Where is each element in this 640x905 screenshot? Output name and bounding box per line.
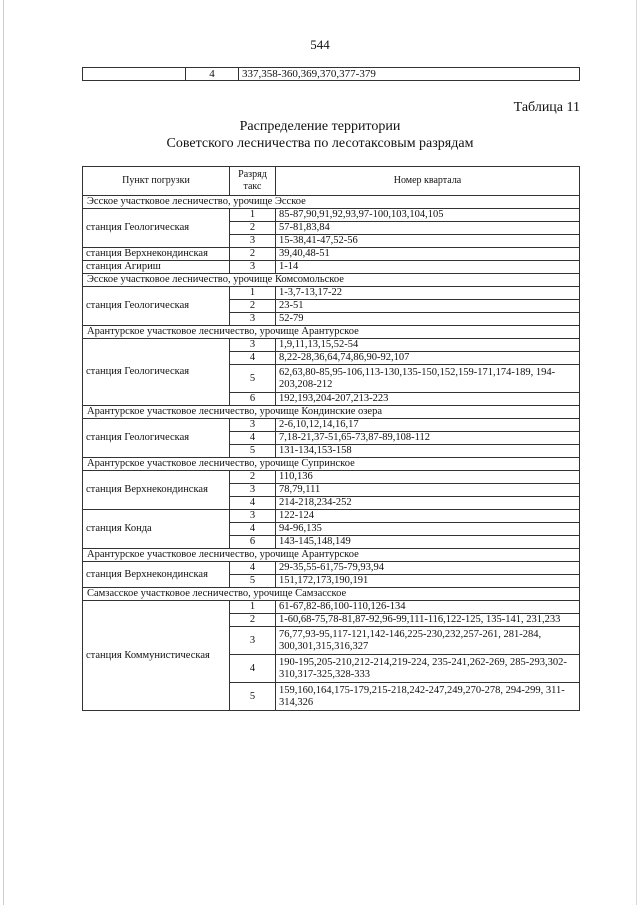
table-row bbox=[83, 287, 580, 300]
continuation-table bbox=[82, 67, 580, 81]
table-row bbox=[83, 209, 580, 222]
loading-point-cell: станция Агириш bbox=[83, 261, 230, 274]
section-row bbox=[83, 326, 580, 339]
quarters-cell: 8,22-28,36,64,74,86,90-92,107 bbox=[276, 352, 580, 365]
loading-point-cell: станция Верхнекондинская bbox=[83, 562, 230, 588]
quarters-cell: 143-145,148,149 bbox=[276, 536, 580, 549]
loading-point-cell: станция Коммунистическая bbox=[83, 601, 230, 711]
quarters-cell: 39,40,48-51 bbox=[276, 248, 580, 261]
quarters-cell: 7,18-21,37-51,65-73,87-89,108-112 bbox=[276, 432, 580, 445]
title-line: Распределение территории bbox=[239, 119, 401, 134]
quarters-cell: 57-81,83,84 bbox=[276, 222, 580, 235]
table-row bbox=[83, 510, 580, 523]
category-cell: 1 bbox=[230, 601, 276, 614]
quarters-cell: 23-51 bbox=[276, 300, 580, 313]
category-cell: 2 bbox=[230, 222, 276, 235]
title-line: Советского лесничества по лесотаксовым разрядам bbox=[166, 136, 474, 151]
category-cell: 4 bbox=[230, 562, 276, 575]
quarters-cell: 214-218,234-252 bbox=[276, 497, 580, 510]
quarters-cell: 337,358-360,369,370,377-379 bbox=[239, 68, 580, 81]
section-title: Арантурское участковое лесничество, урочище Супринское bbox=[83, 458, 580, 471]
category-cell: 2 bbox=[230, 471, 276, 484]
section-row bbox=[83, 274, 580, 287]
page-number: 544 bbox=[310, 37, 330, 52]
loading-point-cell: станция Геологическая bbox=[83, 419, 230, 458]
section-row bbox=[83, 406, 580, 419]
section-title: Арантурское участковое лесничество, урочище Кондинские озера bbox=[83, 406, 580, 419]
quarters-cell: 76,77,93-95,117-121,142-146,225-230,232,257-261, 281-284, 300,301,315,316,327 bbox=[276, 627, 580, 655]
table-row bbox=[83, 601, 580, 614]
category-cell: 3 bbox=[230, 261, 276, 274]
category-cell: 4 bbox=[230, 523, 276, 536]
section-title: Арантурское участковое лесничество, урочище Арантурское bbox=[83, 326, 580, 339]
quarters-cell: 15-38,41-47,52-56 bbox=[276, 235, 580, 248]
category-cell: 3 bbox=[230, 627, 276, 655]
table-row bbox=[83, 248, 580, 261]
table-label: Таблица 11 bbox=[513, 100, 580, 115]
loading-point-cell: станция Конда bbox=[83, 510, 230, 549]
category-cell: 2 bbox=[230, 300, 276, 313]
table-title bbox=[0, 118, 640, 152]
quarters-cell: 159,160,164,175-179,215-218,242-247,249,270-278, 294-299, 311-314,326 bbox=[276, 683, 580, 711]
category-cell: 5 bbox=[230, 365, 276, 393]
section-title: Самзасское участковое лесничество, урочище Самзасское bbox=[83, 588, 580, 601]
category-cell: 5 bbox=[230, 575, 276, 588]
header-point: Пункт погрузки bbox=[83, 167, 230, 196]
loading-point-cell: станция Геологическая bbox=[83, 209, 230, 248]
quarters-cell: 1-3,7-13,17-22 bbox=[276, 287, 580, 300]
quarters-cell: 78,79,111 bbox=[276, 484, 580, 497]
loading-point-cell: станция Верхнекондинская bbox=[83, 248, 230, 261]
table-row bbox=[83, 68, 580, 81]
section-row bbox=[83, 196, 580, 209]
category-cell: 1 bbox=[230, 287, 276, 300]
table-row bbox=[83, 339, 580, 352]
header-row bbox=[83, 167, 580, 196]
section-row bbox=[83, 588, 580, 601]
quarters-cell: 52-79 bbox=[276, 313, 580, 326]
table-row bbox=[83, 562, 580, 575]
forest-distribution-table bbox=[82, 166, 580, 711]
category-cell: 5 bbox=[230, 683, 276, 711]
category-cell: 6 bbox=[230, 393, 276, 406]
quarters-cell: 2-6,10,12,14,16,17 bbox=[276, 419, 580, 432]
table-row bbox=[83, 471, 580, 484]
category-cell: 6 bbox=[230, 536, 276, 549]
category-cell: 4 bbox=[186, 68, 239, 81]
header-quarters: Номер квартала bbox=[276, 167, 580, 196]
quarters-cell: 110,136 bbox=[276, 471, 580, 484]
loading-point-cell: станция Геологическая bbox=[83, 287, 230, 326]
quarters-cell: 1-60,68-75,78-81,87-92,96-99,111-116,122-125, 135-141, 231,233 bbox=[276, 614, 580, 627]
quarters-cell: 1,9,11,13,15,52-54 bbox=[276, 339, 580, 352]
category-cell: 3 bbox=[230, 510, 276, 523]
category-cell: 5 bbox=[230, 445, 276, 458]
category-cell: 3 bbox=[230, 484, 276, 497]
section-row bbox=[83, 549, 580, 562]
quarters-cell: 131-134,153-158 bbox=[276, 445, 580, 458]
category-cell: 4 bbox=[230, 432, 276, 445]
table-row bbox=[83, 419, 580, 432]
category-cell: 1 bbox=[230, 209, 276, 222]
category-cell: 4 bbox=[230, 655, 276, 683]
quarters-cell: 85-87,90,91,92,93,97-100,103,104,105 bbox=[276, 209, 580, 222]
header-category: Разряд такс bbox=[230, 167, 276, 196]
category-cell: 2 bbox=[230, 248, 276, 261]
loading-point-cell: станция Верхнекондинская bbox=[83, 471, 230, 510]
section-title: Арантурское участковое лесничество, урочище Арантурское bbox=[83, 549, 580, 562]
quarters-cell: 29-35,55-61,75-79,93,94 bbox=[276, 562, 580, 575]
quarters-cell: 1-14 bbox=[276, 261, 580, 274]
category-cell: 4 bbox=[230, 352, 276, 365]
section-title: Эсское участковое лесничество, урочище Эсское bbox=[83, 196, 580, 209]
quarters-cell: 151,172,173,190,191 bbox=[276, 575, 580, 588]
category-cell: 3 bbox=[230, 419, 276, 432]
category-cell: 3 bbox=[230, 339, 276, 352]
quarters-cell: 192,193,204-207,213-223 bbox=[276, 393, 580, 406]
loading-point-cell: станция Геологическая bbox=[83, 339, 230, 406]
table-row bbox=[83, 261, 580, 274]
category-cell: 2 bbox=[230, 614, 276, 627]
category-cell: 4 bbox=[230, 497, 276, 510]
section-title: Эсское участковое лесничество, урочище Комсомольское bbox=[83, 274, 580, 287]
empty-cell bbox=[83, 68, 186, 81]
quarters-cell: 122-124 bbox=[276, 510, 580, 523]
section-row bbox=[83, 458, 580, 471]
quarters-cell: 94-96,135 bbox=[276, 523, 580, 536]
quarters-cell: 62,63,80-85,95-106,113-130,135-150,152,159-171,174-189, 194-203,208-212 bbox=[276, 365, 580, 393]
quarters-cell: 61-67,82-86,100-110,126-134 bbox=[276, 601, 580, 614]
category-cell: 3 bbox=[230, 235, 276, 248]
category-cell: 3 bbox=[230, 313, 276, 326]
quarters-cell: 190-195,205-210,212-214,219-224, 235-241,262-269, 285-293,302-310,317-325,328-333 bbox=[276, 655, 580, 683]
